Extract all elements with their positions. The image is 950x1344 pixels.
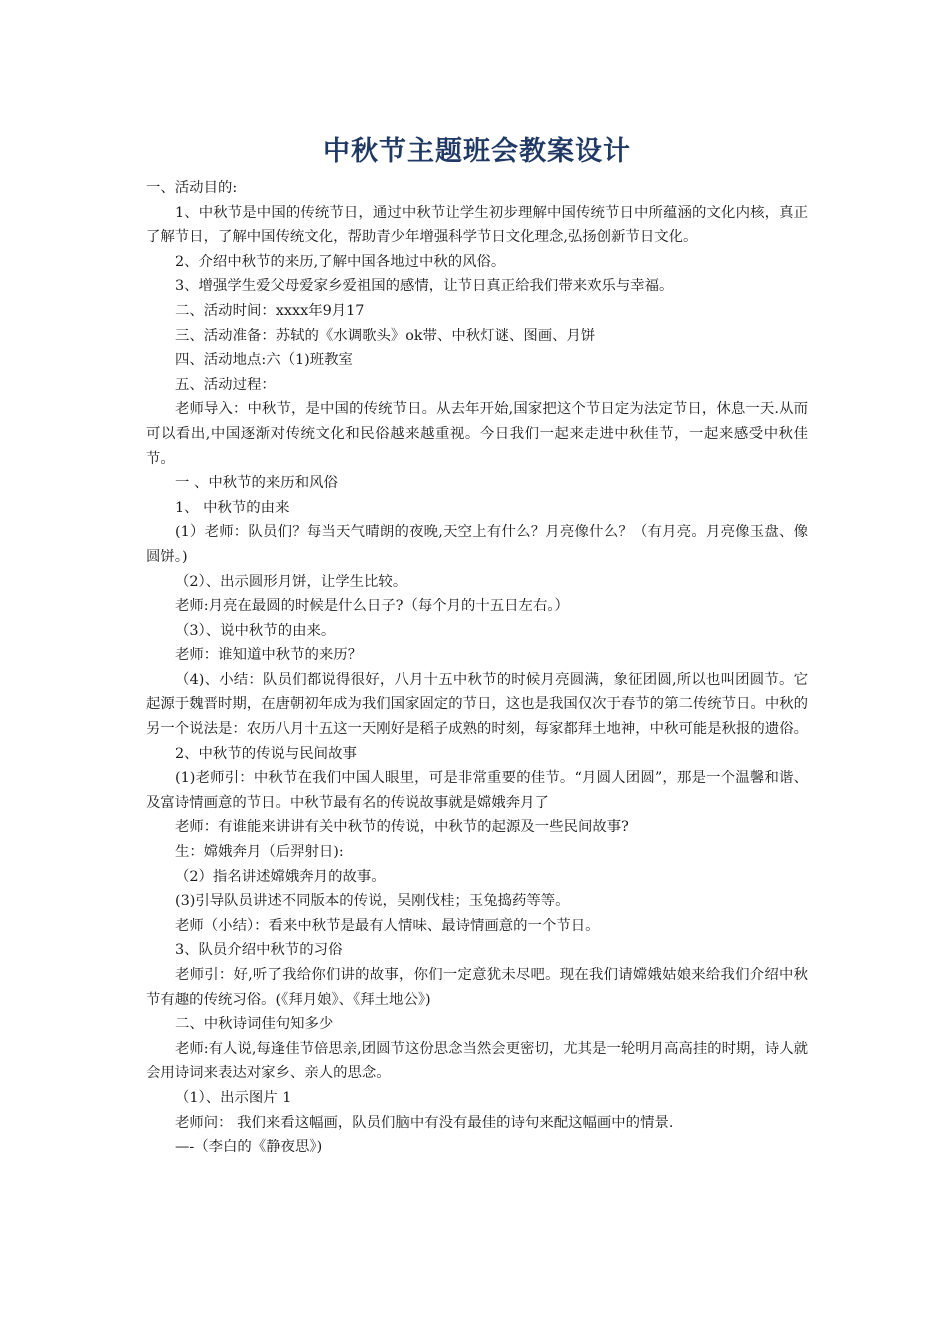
- paragraph: 2、中秋节的传说与民间故事: [175, 745, 357, 762]
- paragraph: 四、活动地点:六（1)班教室: [175, 352, 353, 369]
- paragraph: 二、活动时间：xxxx年9月17: [175, 302, 365, 319]
- paragraph: 老师问： 我们来看这幅画，队员们脑中有没有最佳的诗句来配这幅画中的情景.: [175, 1114, 674, 1131]
- paragraph: 老师:月亮在最圆的时候是什么日子?（每个月的十五日左右。）: [175, 598, 569, 615]
- paragraph: —-（李白的《静夜思》): [175, 1139, 323, 1156]
- document-title: 中秋节主题班会教案设计: [323, 136, 631, 167]
- paragraph: （2）指名讲述嫦娥奔月的故事。: [175, 868, 386, 885]
- paragraph: (1）老师：队员们？每当天气晴朗的夜晚,天空上有什么？月亮像什么？（有月亮。月亮像玉盘、像圆饼。): [146, 524, 808, 565]
- paragraph: 生：嫦娥奔月（后羿射日):: [175, 844, 344, 861]
- paragraph: 1、中秋节是中国的传统节日，通过中秋节让学生初步理解中国传统节日中所蕴涵的文化内核，真正了解节日，了解中国传统文化，帮助青少年增强科学节日文化理念,弘扬创新节日文化。: [146, 204, 808, 246]
- paragraph: 老师:有人说,每逢佳节倍思亲,团圆节这份思念当然会更密切，尤其是一轮明月高高挂的时期，诗人就会用诗词来表达对家乡、亲人的思念。: [146, 1040, 808, 1082]
- paragraph: （1）、出示图片 1: [175, 1089, 292, 1106]
- paragraph: 3、队员介绍中秋节的习俗: [175, 942, 343, 959]
- paragraph: (3)引导队员讲述不同版本的传说，吴刚伐桂；玉兔捣药等等。: [175, 893, 570, 910]
- paragraph: 老师（小结）：看来中秋节是最有人情味、最诗情画意的一个节日。: [175, 917, 600, 934]
- document-body: [146, 176, 808, 1160]
- paragraph: 老师：谁知道中秋节的来历？: [175, 647, 363, 664]
- paragraph: 五、活动过程：: [175, 376, 276, 393]
- paragraph: 1、 中秋节的由来: [175, 499, 290, 516]
- paragraph: 二、中秋诗词佳句知多少: [175, 1016, 334, 1033]
- paragraph: (1)老师引：中秋节在我们中国人眼里，可是非常重要的佳节。“月圆人团圆”，那是一个温馨和谐、及富诗情画意的节日。中秋节最有名的传说故事就是嫦娥奔月了: [146, 770, 808, 811]
- paragraph: 三、活动准备：苏轼的《水调歌头》ok带、中秋灯谜、图画、月饼: [175, 327, 596, 344]
- paragraph: 老师：有谁能来讲讲有关中秋节的传说，中秋节的起源及一些民间故事?: [175, 819, 629, 836]
- paragraph: 2、介绍中秋节的来历,了解中国各地过中秋的风俗。: [175, 253, 506, 270]
- paragraph: 一 、中秋节的来历和风俗: [175, 475, 338, 492]
- document-page: [146, 128, 808, 1160]
- paragraph: （3）、说中秋节的由来。: [175, 622, 336, 639]
- paragraph: （4)、小结：队员们都说得很好，八月十五中秋节的时候月亮圆满，象征团圆,所以也叫团圆节。它起源于魏晋时期，在唐朝初年成为我们国家固定的节日，这也是我国仅次于春节的第二传统节日。中秋的另一个说法是：农历八月十五这一天刚好是稻子成熟的时刻，每家都拜土地神，中秋可能是秋报的遗俗。: [146, 671, 808, 738]
- paragraph: 一、活动目的:: [146, 180, 238, 196]
- paragraph: 3、增强学生爱父母爱家乡爱祖国的感情，让节日真正给我们带来欢乐与幸福。: [175, 278, 674, 295]
- paragraph: 老师导入：中秋节，是中国的传统节日。从去年开始,国家把这个节日定为法定节日，休息一天.从而可以看出,中国逐渐对传统文化和民俗越来越重视。今日我们一起来走进中秋佳节，一起来感受中秋佳节。: [146, 401, 808, 467]
- paragraph: （2）、出示圆形月饼，让学生比较。: [175, 573, 408, 590]
- paragraph: 老师引：好,听了我给你们讲的故事，你们一定意犹未尽吧。现在我们请嫦娥姑娘来给我们介绍中秋节有趣的传统习俗。(《拜月娘》、《拜土地公》): [146, 967, 808, 1008]
